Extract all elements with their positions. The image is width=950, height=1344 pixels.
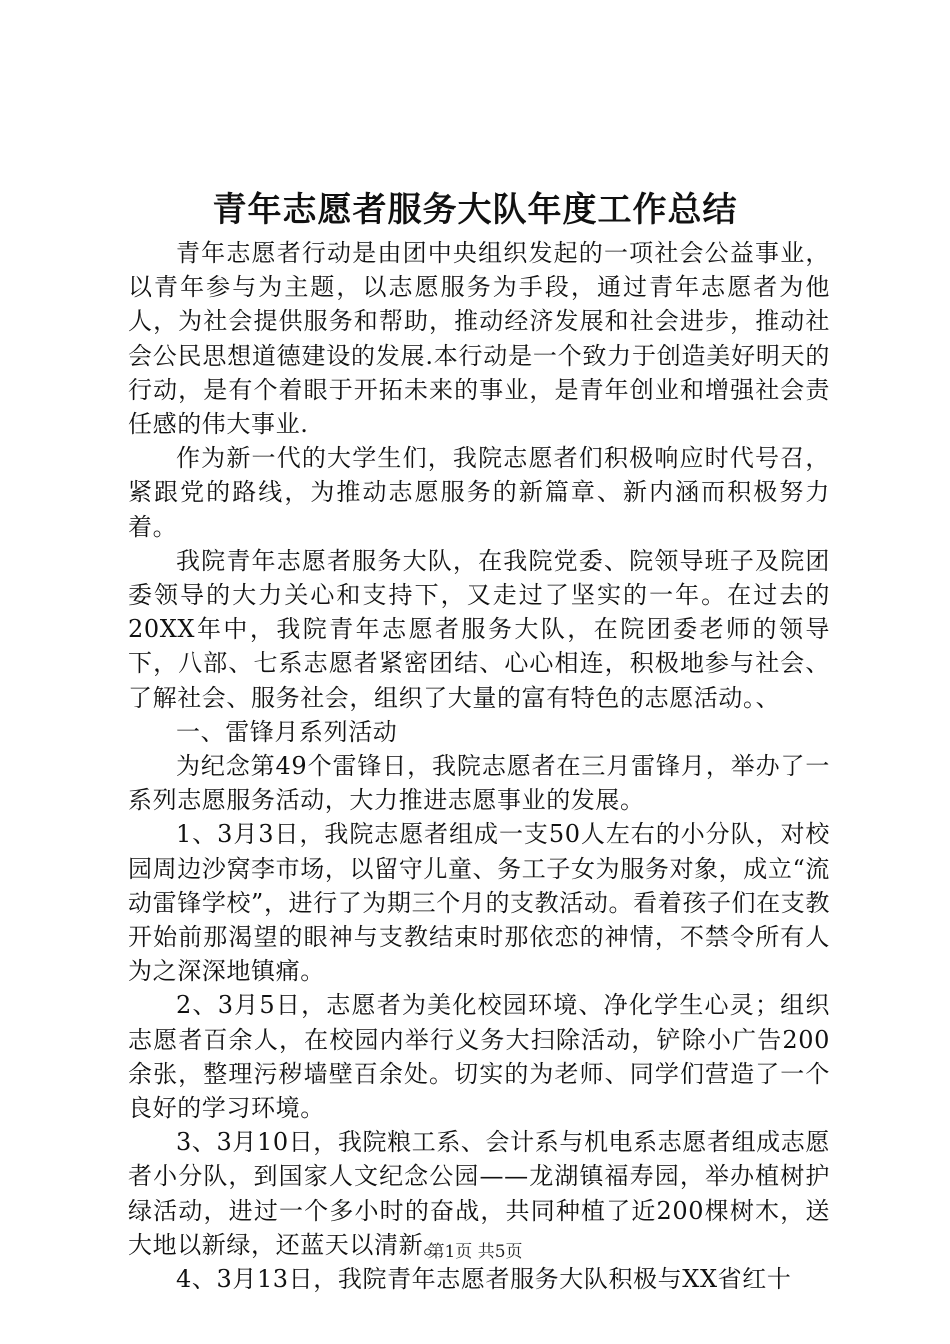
list-item-march-10: 3、3月10日，我院粮工系、会计系与机电系志愿者组成志愿者小分队，到国家人文纪念公园——龙湖镇福寿园，举办植树护绿活动，进过一个多小时的奋战，共同种植了近200棵树木，送大地以新绿，还蓝天以清新。 <box>128 1128 830 1259</box>
document-title: 青年志愿者服务大队年度工作总结 <box>212 190 738 230</box>
paragraph-leifeng-intro: 为纪念第49个雷锋日，我院志愿者在三月雷锋月，举办了一系列志愿服务活动，大力推进志愿事业的发展。 <box>128 752 830 815</box>
list-item-march-5: 2、3月5日，志愿者为美化校园环境、净化学生心灵；组织志愿者百余人，在校园内举行义务大扫除活动，铲除小广告200余张，整理污秽墙壁百余处。切实的为老师、同学们营造了一个良好的学习环境。 <box>128 991 830 1123</box>
document-body <box>128 236 830 1296</box>
paragraph-intro: 青年志愿者行动是由团中央组织发起的一项社会公益事业，以青年参与为主题，以志愿服务为手段，通过青年志愿者为他人，为社会提供服务和帮助，推动经济发展和社会进步，推动社会公民思想道德建设的发展.本行动是一个致力于创造美好明天的行动，是有个着眼于开拓未来的事业，是青年创业和增强社会责任感的伟大事业. <box>128 239 830 439</box>
list-item-march-3: 1、3月3日，我院志愿者组成一支50人左右的小分队，对校园周边沙窝李市场，以留守儿童、务工子女为服务对象，成立“流动雷锋学校”，进行了为期三个月的支教活动。看着孩子们在支教开始前那渴望的眼神与支教结束时那依恋的神情，不禁令所有人为之深深地镇痛。 <box>128 820 830 986</box>
paragraph-team-overview: 我院青年志愿者服务大队，在我院党委、院领导班子及院团委领导的大力关心和支持下，又走过了坚实的一年。在过去的20XX年中，我院青年志愿者服务大队，在院团委老师的领导下，八部、七系志愿者紧密团结、心心相连，积极地参与社会、了解社会、服务社会，组织了大量的富有特色的志愿活动。、 <box>128 546 830 712</box>
section-heading-leifeng: 一、雷锋月系列活动 <box>176 717 398 746</box>
page-number-footer: 第1页 共5页 <box>427 1242 523 1262</box>
list-item-march-13: 4、3月13日，我院青年志愿者服务大队积极与XX省红十 <box>176 1265 792 1294</box>
paragraph-students: 作为新一代的大学生们，我院志愿者们积极响应时代号召，紧跟党的路线，为推动志愿服务的新篇章、新内涵而积极努力着。 <box>128 444 830 541</box>
